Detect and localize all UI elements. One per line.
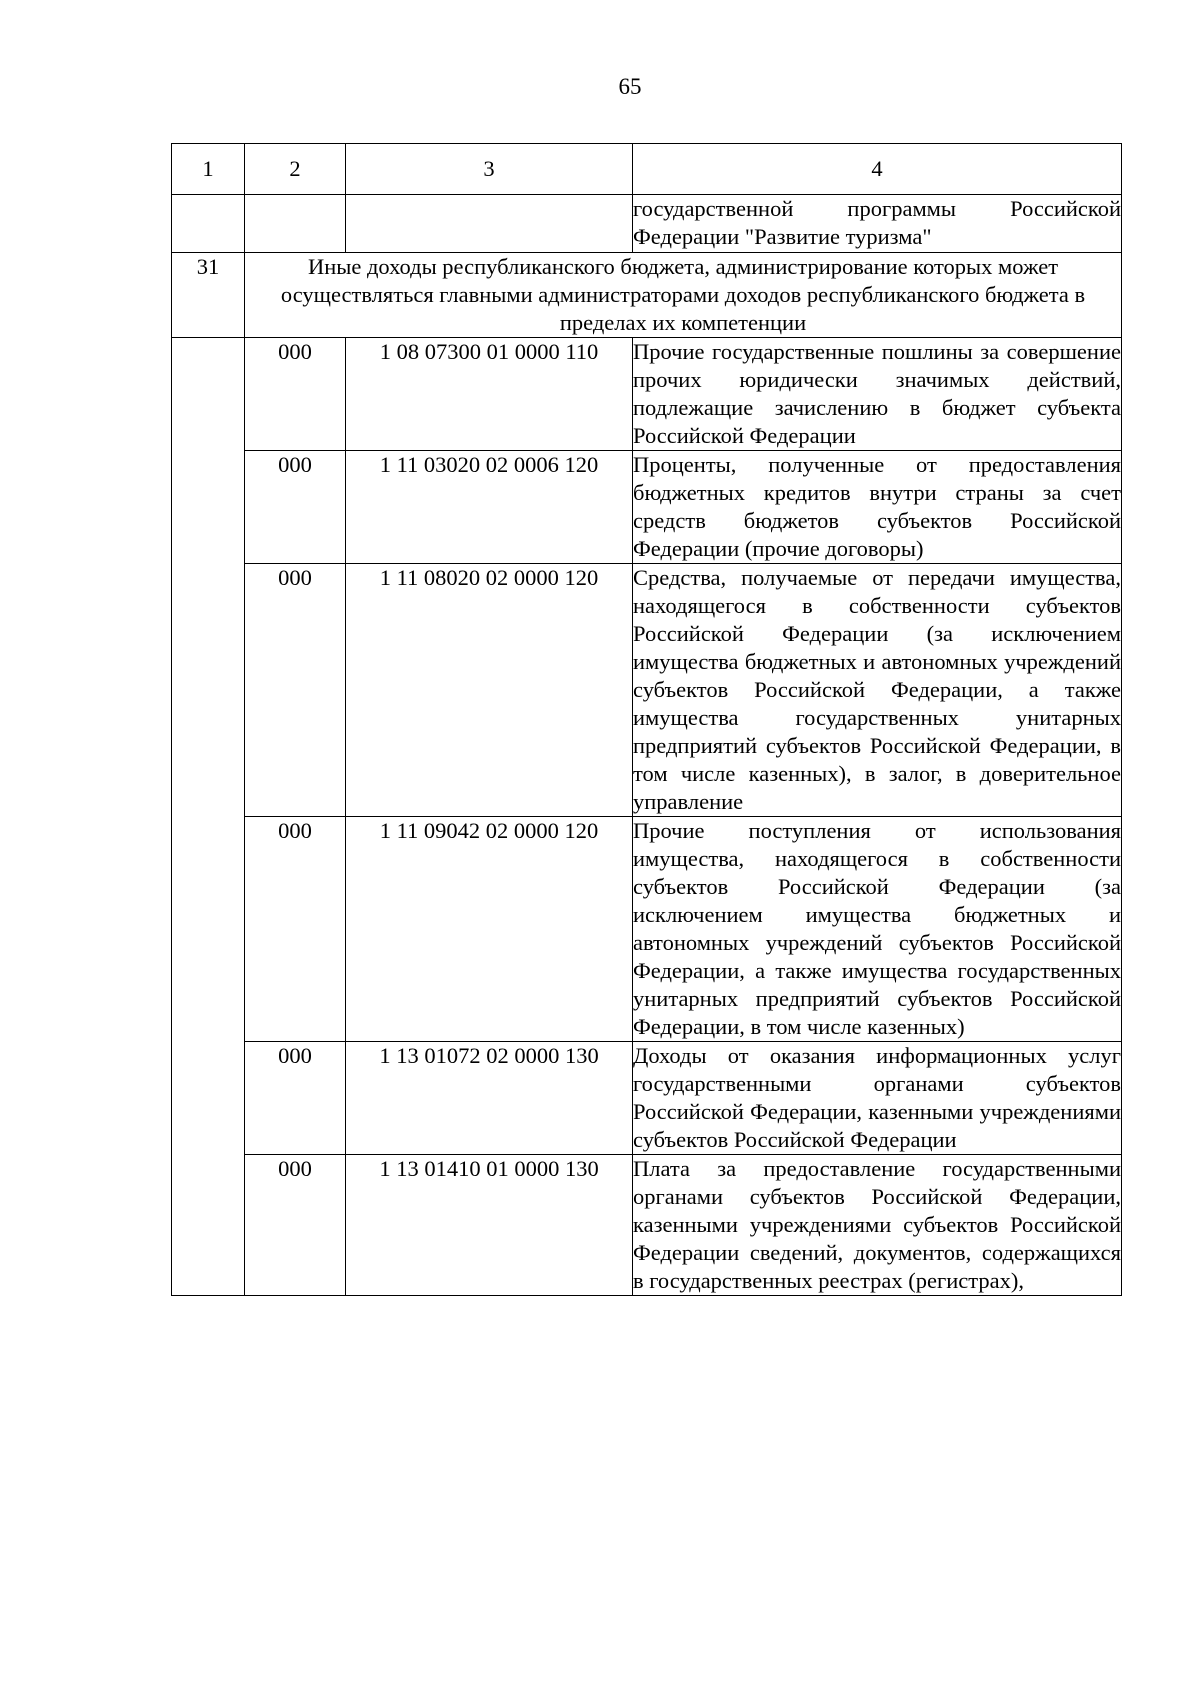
admin-code: 000 bbox=[245, 1042, 346, 1155]
continuation-row bbox=[172, 195, 1122, 253]
revenue-description: Проценты, полученные от предоставления бюджетных кредитов внутри страны за счет средств бюджетов субъектов Российской Федерации (прочие договоры) bbox=[633, 451, 1122, 564]
admin-code: 000 bbox=[245, 338, 346, 451]
table-row bbox=[172, 564, 1122, 817]
table-row bbox=[172, 451, 1122, 564]
revenue-code: 1 13 01410 01 0000 130 bbox=[346, 1155, 633, 1296]
revenue-description: Средства, получаемые от передачи имущества, находящегося в собственности субъектов Российской Федерации (за исключением имущества бюджетных и автономных учреждений субъектов Российской Федерации, а также имущества государственных унитарных предприятий субъектов Российской Федерации, в том числе казенных), в залог, в доверительное управление bbox=[633, 564, 1122, 817]
header-col-4: 4 bbox=[633, 144, 1122, 195]
revenue-description: Плата за предоставление государственными органами субъектов Российской Федерации, казенными учреждениями субъектов Российской Федерации сведений, документов, содержащихся в государственных реестрах (регистрах), bbox=[633, 1155, 1122, 1296]
revenue-code: 1 11 03020 02 0006 120 bbox=[346, 451, 633, 564]
revenue-code: 1 11 08020 02 0000 120 bbox=[346, 564, 633, 817]
table-row bbox=[172, 817, 1122, 1042]
page-number: 65 bbox=[618, 74, 642, 99]
revenue-code: 1 13 01072 02 0000 130 bbox=[346, 1042, 633, 1155]
header-col-3: 3 bbox=[346, 144, 633, 195]
continuation-text: государственной программы Российской Федерации "Развитие туризма" bbox=[633, 195, 1122, 253]
admin-code: 000 bbox=[245, 817, 346, 1042]
table-header-row bbox=[172, 144, 1122, 195]
table-row bbox=[172, 338, 1122, 451]
revenue-table bbox=[171, 143, 1122, 1296]
section-number: 31 bbox=[172, 253, 245, 338]
revenue-code: 1 11 09042 02 0000 120 bbox=[346, 817, 633, 1042]
revenue-description: Прочие государственные пошлины за совершение прочих юридически значимых действий, подлежащие зачислению в бюджет субъекта Российской Федерации bbox=[633, 338, 1122, 451]
header-col-2: 2 bbox=[245, 144, 346, 195]
header-col-1: 1 bbox=[172, 144, 245, 195]
revenue-description: Доходы от оказания информационных услуг государственными органами субъектов Российской Федерации, казенными учреждениями субъектов Российской Федерации bbox=[633, 1042, 1122, 1155]
revenue-code: 1 08 07300 01 0000 110 bbox=[346, 338, 633, 451]
table-row bbox=[172, 1042, 1122, 1155]
section-row bbox=[172, 253, 1122, 338]
admin-code: 000 bbox=[245, 1155, 346, 1296]
admin-code: 000 bbox=[245, 564, 346, 817]
blank-number-cell bbox=[172, 338, 245, 1296]
admin-code: 000 bbox=[245, 451, 346, 564]
table-row bbox=[172, 1155, 1122, 1296]
revenue-description: Прочие поступления от использования имущества, находящегося в собственности субъектов Российской Федерации (за исключением имущества бюджетных и автономных учреждений субъектов Российской Федерации, а также имущества государственных унитарных предприятий субъектов Российской Федерации, в том числе казенных) bbox=[633, 817, 1122, 1042]
section-title: Иные доходы республиканского бюджета, администрирование которых может осуществляться главными администраторами доходов республиканского бюджета в пределах их компетенции bbox=[245, 253, 1122, 338]
